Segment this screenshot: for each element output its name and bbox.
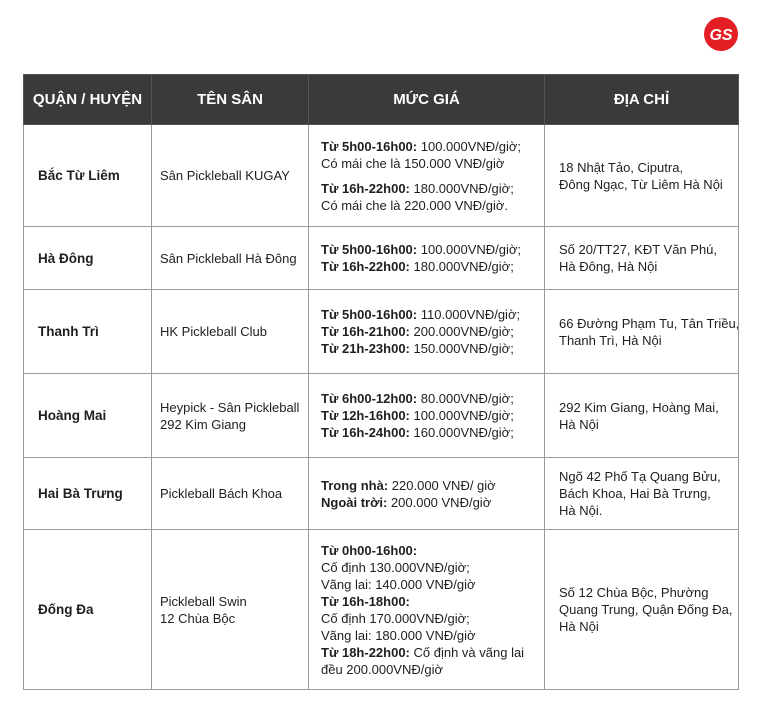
venue-cell: [152, 290, 309, 374]
address-cell: [545, 458, 739, 530]
table-row: [24, 125, 739, 227]
venue-cell: [152, 125, 309, 227]
price-time-label: Từ 5h00-16h00:: [321, 242, 418, 257]
price-value: Có mái che là 150.000 VNĐ/giờ: [321, 155, 505, 171]
price-line: [321, 323, 538, 340]
price-time-label: Ngoài trời:: [321, 494, 388, 510]
venue-line: Sân Pickleball KUGAY: [160, 168, 290, 183]
price-line: [321, 610, 538, 627]
price-value: 180.000VNĐ/giờ;: [409, 180, 514, 196]
table-row: [24, 227, 739, 290]
price-value: 80.000VNĐ/giờ;: [417, 391, 514, 406]
district-cell: Hà Đông: [24, 227, 152, 290]
price-value: Vãng lai: 180.000 VNĐ/giờ: [321, 627, 476, 643]
district-cell: Đống Đa: [24, 530, 152, 690]
district-cell: Bắc Từ Liêm: [24, 125, 152, 227]
address-line: Số 20/TT27, KĐT Văn Phú,: [559, 242, 718, 257]
brand-logo-text: GS: [709, 27, 733, 44]
price-line: [321, 661, 538, 678]
price-value: 150.000VNĐ/giờ;: [409, 341, 514, 356]
venue-cell: [152, 458, 309, 530]
venue-cell: [152, 374, 309, 458]
price-line: [321, 593, 538, 610]
price-time-label: Từ 18h-22h00:: [321, 644, 410, 660]
price-line: [321, 407, 538, 424]
price-line: [321, 542, 538, 559]
table-header: [24, 75, 739, 125]
price-time-label: Từ 6h00-12h00:: [321, 391, 418, 406]
venue-line: 12 Chùa Bộc: [160, 610, 236, 626]
price-value: 100.000VNĐ/giờ;: [409, 408, 514, 423]
price-time-label: Từ 12h-16h00:: [321, 408, 410, 423]
price-cell: [309, 227, 545, 290]
price-value: 200.000 VNĐ/giờ: [387, 494, 492, 510]
price-time-label: Từ 5h00-16h00:: [321, 307, 418, 322]
venue-line: 292 Kim Giang: [160, 416, 246, 432]
price-time-label: Từ 21h-23h00:: [321, 341, 410, 356]
table-row: [24, 530, 739, 690]
address-line: 292 Kim Giang, Hoàng Mai,: [559, 399, 719, 415]
price-line: [321, 559, 538, 576]
price-time-label: Từ 16h-22h00:: [321, 259, 410, 274]
price-line: [321, 576, 538, 593]
address-line: Thanh Trì, Hà Nội: [559, 332, 662, 348]
header-venue: TÊN SÂN: [152, 75, 309, 125]
address-line: 18 Nhật Tảo, Ciputra,: [559, 159, 684, 175]
price-value: 160.000VNĐ/giờ;: [409, 425, 514, 440]
address-line: Ngõ 42 Phố Tạ Quang Bửu,: [559, 469, 721, 484]
venue-line: Pickleball Swin: [160, 593, 247, 609]
price-line: [321, 390, 538, 407]
district-cell: Hoàng Mai: [24, 374, 152, 458]
table-row: [24, 458, 739, 530]
price-time-label: Từ 16h-18h00:: [321, 593, 410, 609]
price-time-label: Từ 0h00-16h00:: [321, 542, 418, 558]
price-time-label: Từ 16h-22h00:: [321, 180, 410, 196]
address-cell: [545, 227, 739, 290]
price-line: [321, 644, 538, 661]
price-time-label: Từ 5h00-16h00:: [321, 138, 418, 154]
price-value: 200.000VNĐ/giờ;: [409, 324, 514, 339]
price-value: đều 200.000VNĐ/giờ: [321, 661, 443, 677]
address-cell: [545, 125, 739, 227]
price-line: [321, 340, 538, 357]
pickleball-price-table: [23, 74, 739, 690]
address-line: Đông Ngạc, Từ Liêm Hà Nội: [559, 176, 723, 192]
table-body: [24, 125, 739, 690]
table-row: [24, 290, 739, 374]
venue-line: Heypick - Sân Pickleball: [160, 399, 300, 415]
price-value: Vãng lai: 140.000 VNĐ/giờ: [321, 576, 476, 592]
venue-cell: [152, 530, 309, 690]
district-cell: Hai Bà Trưng: [24, 458, 152, 530]
address-line: Số 12 Chùa Bộc, Phường: [559, 585, 709, 600]
price-time-label: Trong nhà:: [321, 477, 389, 493]
price-line: [321, 494, 538, 511]
price-cell: [309, 374, 545, 458]
price-cell: [309, 530, 545, 690]
price-line: [321, 306, 538, 323]
price-value: 110.000VNĐ/giờ;: [417, 307, 521, 322]
venue-line: Sân Pickleball Hà Đông: [160, 250, 297, 266]
price-value: Cố định 170.000VNĐ/giờ;: [321, 610, 470, 626]
price-value: Có mái che là 220.000 VNĐ/giờ.: [321, 197, 509, 213]
price-time-label: Từ 16h-24h00:: [321, 425, 410, 440]
venue-line: HK Pickleball Club: [160, 324, 267, 339]
price-line: [321, 155, 538, 172]
price-cell: [309, 458, 545, 530]
address-line: Hà Nội: [559, 416, 599, 432]
district-cell: Thanh Trì: [24, 290, 152, 374]
address-line: Hà Nội: [559, 619, 599, 634]
address-cell: [545, 530, 739, 690]
venue-line: Pickleball Bách Khoa: [160, 486, 283, 501]
address-line: 66 Đường Phạm Tu, Tân Triều,: [559, 315, 740, 331]
price-value: 100.000VNĐ/giờ;: [417, 138, 522, 154]
price-cell: [309, 125, 545, 227]
price-line: [321, 627, 538, 644]
table-row: [24, 374, 739, 458]
price-value: Cố định và vãng lai: [409, 644, 525, 660]
address-line: Hà Đông, Hà Nội: [559, 259, 658, 274]
price-line: [321, 258, 538, 275]
price-line: [321, 138, 538, 155]
address-cell: [545, 290, 739, 374]
price-time-label: Từ 16h-21h00:: [321, 324, 410, 339]
header-price: MỨC GIÁ: [309, 75, 545, 125]
price-value: 100.000VNĐ/giờ;: [417, 242, 522, 257]
header-address: ĐỊA CHỈ: [545, 75, 739, 125]
price-value: 180.000VNĐ/giờ;: [409, 259, 514, 274]
address-line: Bách Khoa, Hai Bà Trưng,: [559, 486, 711, 501]
price-value: Cố định 130.000VNĐ/giờ;: [321, 559, 470, 575]
price-value: 220.000 VNĐ/ giờ: [388, 477, 496, 493]
address-line: Hà Nội.: [559, 503, 603, 518]
address-line: Quang Trung, Quận Đống Đa,: [559, 602, 733, 617]
price-line: [321, 424, 538, 441]
venue-cell: [152, 227, 309, 290]
price-cell: [309, 290, 545, 374]
header-district: QUẬN / HUYỆN: [24, 75, 152, 125]
price-line: [321, 241, 538, 258]
price-line: [321, 180, 538, 197]
price-line: [321, 197, 538, 214]
price-line: [321, 477, 538, 494]
address-cell: [545, 374, 739, 458]
brand-logo: [703, 16, 739, 52]
